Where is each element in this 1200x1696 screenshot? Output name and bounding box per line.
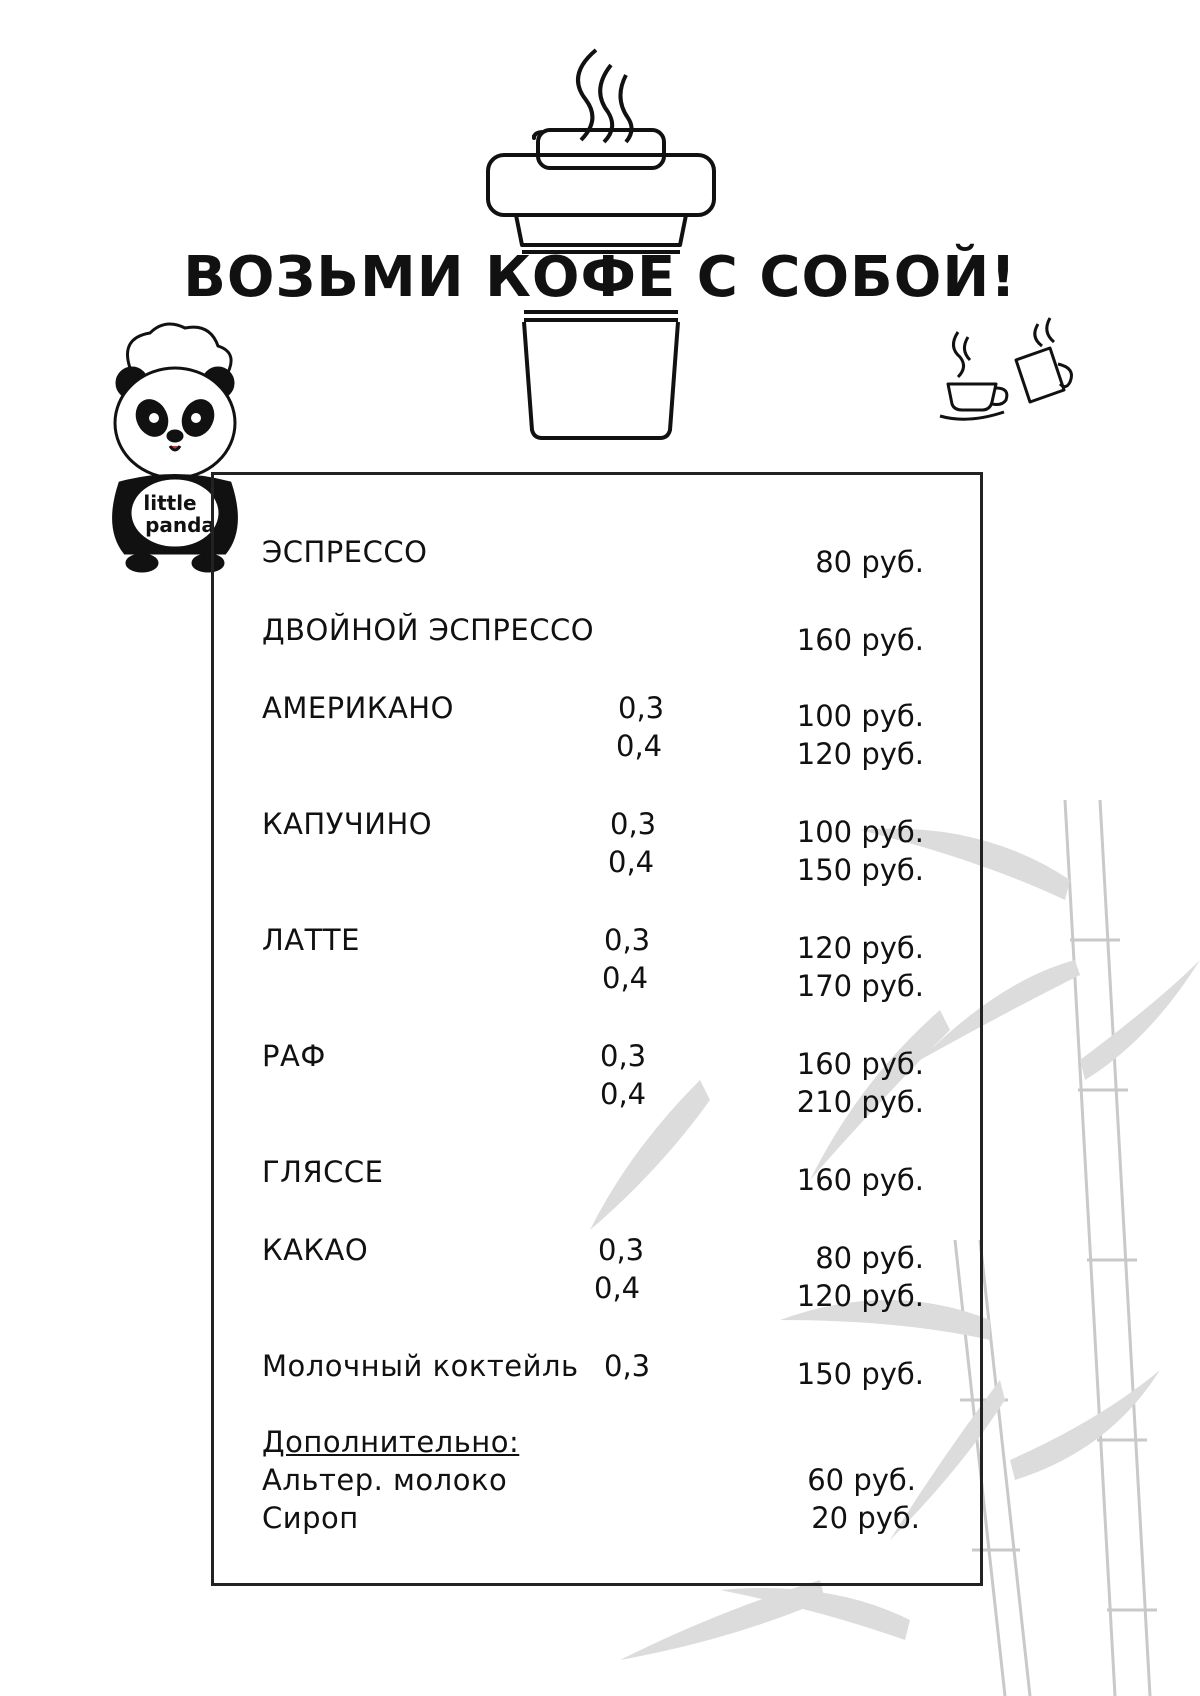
item-price: 170 руб.: [796, 969, 924, 1003]
item-price: 120 руб.: [796, 931, 924, 965]
item-price: 60 руб.: [807, 1463, 916, 1497]
item-size: 0,3: [618, 691, 665, 725]
item-price: 150 руб.: [796, 853, 924, 887]
item-price: 210 руб.: [796, 1085, 924, 1119]
item-size: 0,4: [600, 1077, 647, 1111]
item-price: 100 руб.: [796, 699, 924, 733]
item-size: 0,3: [604, 923, 651, 957]
item-name: ДВОЙНОЙ ЭСПРЕССО: [262, 613, 595, 647]
item-name: Сироп: [262, 1501, 359, 1535]
extras-title: Дополнительно:: [262, 1425, 520, 1459]
page-title: ВОЗЬМИ КОФЕ С СОБОЙ!: [183, 245, 1017, 310]
item-price: 160 руб.: [796, 623, 924, 657]
logo-line1: little: [143, 491, 197, 515]
item-price: 100 руб.: [796, 815, 924, 849]
item-price: 80 руб.: [815, 1241, 924, 1275]
item-size: 0,3: [610, 807, 657, 841]
item-name: КАПУЧИНО: [262, 807, 433, 841]
item-name: РАФ: [262, 1039, 326, 1073]
item-name: ЭСПРЕССО: [262, 535, 428, 569]
item-price: 80 руб.: [815, 545, 924, 579]
item-price: 120 руб.: [796, 737, 924, 771]
item-name: Альтер. молоко: [262, 1463, 508, 1497]
item-price: 150 руб.: [796, 1357, 924, 1391]
item-name: Молочный коктейль: [262, 1349, 579, 1383]
item-size: 0,4: [616, 729, 663, 763]
item-price: 160 руб.: [796, 1047, 924, 1081]
takeaway-cup-icon: [486, 20, 716, 440]
item-size: 0,3: [604, 1349, 651, 1383]
item-name: КАКАО: [262, 1233, 369, 1267]
item-price: 160 руб.: [796, 1163, 924, 1197]
item-name: ГЛЯССЕ: [262, 1155, 384, 1189]
item-price: 120 руб.: [796, 1279, 924, 1313]
menu-frame: [211, 472, 983, 1586]
item-size: 0,4: [602, 961, 649, 995]
item-name: ЛАТТЕ: [262, 923, 360, 957]
logo-line2: panda: [145, 513, 215, 537]
item-name: АМЕРИКАНО: [262, 691, 454, 725]
item-size: 0,3: [600, 1039, 647, 1073]
item-size: 0,3: [598, 1233, 645, 1267]
item-price: 20 руб.: [811, 1501, 920, 1535]
item-size: 0,4: [608, 845, 655, 879]
item-size: 0,4: [594, 1271, 641, 1305]
coffee-cups-icon: [938, 312, 1078, 422]
